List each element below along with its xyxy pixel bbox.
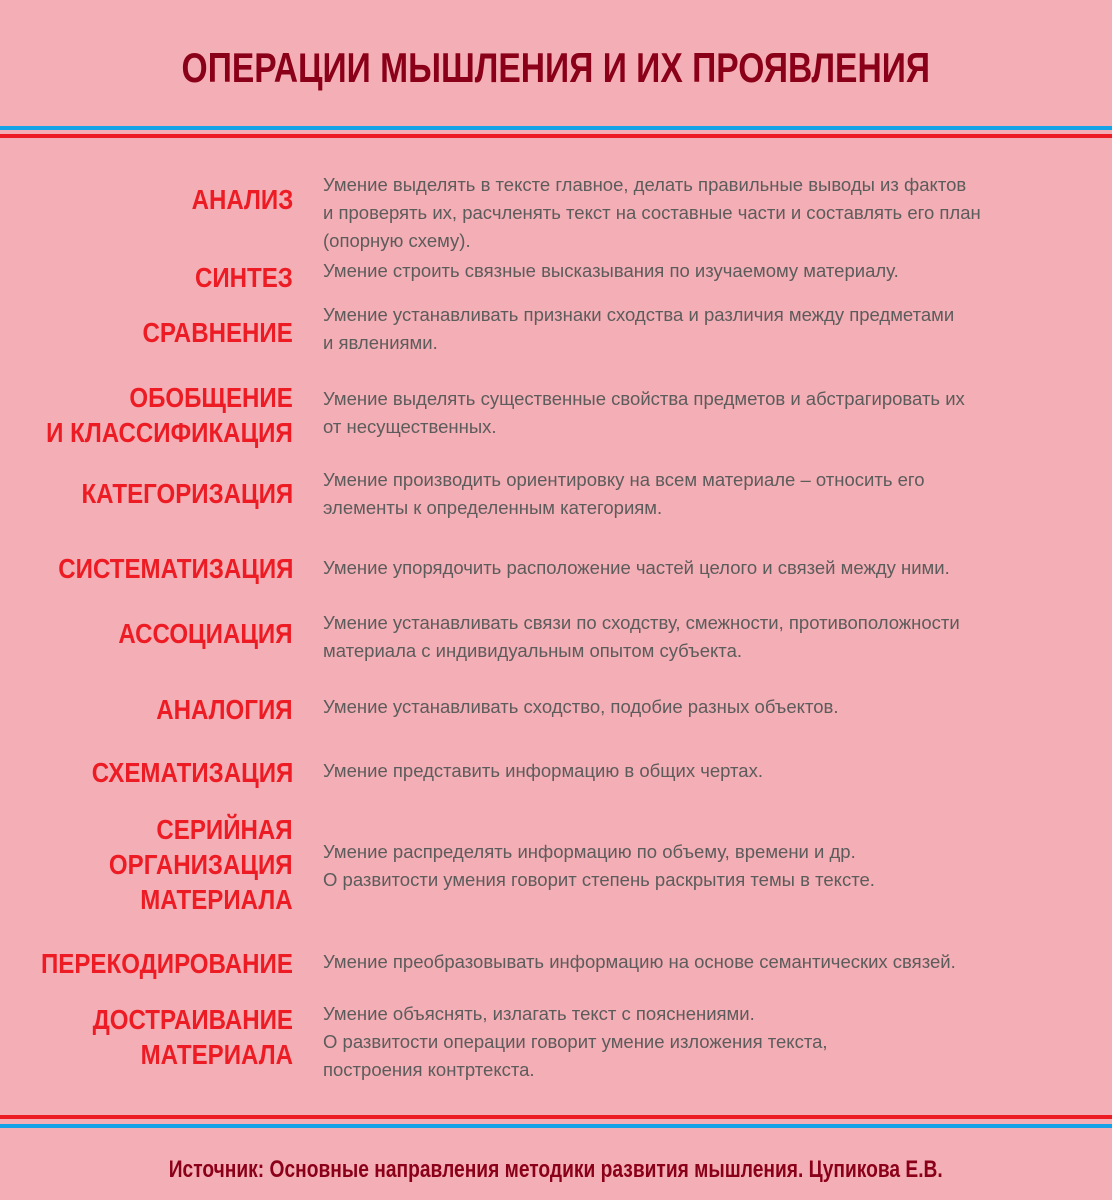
operation-term xyxy=(195,260,293,295)
term-line: ОРГАНИЗАЦИЯ xyxy=(109,849,293,880)
description-line: (опорную схему). xyxy=(323,230,471,251)
description-line: Умение объяснять, излагать текст с пояснениями. xyxy=(323,1003,755,1024)
source-citation xyxy=(0,1156,1112,1184)
operation-description xyxy=(323,609,960,665)
operation-description xyxy=(323,554,950,582)
operation-term xyxy=(143,315,293,350)
operation-description xyxy=(323,301,954,357)
term-line: ОБОБЩЕНИЕ xyxy=(129,382,293,413)
operation-term xyxy=(41,946,293,981)
operation-description xyxy=(323,257,899,285)
description-line: Умение устанавливать сходство, подобие разных объектов. xyxy=(323,696,839,717)
operation-term xyxy=(58,551,293,586)
term-line: АССОЦИАЦИЯ xyxy=(118,618,293,649)
description-line: Умение устанавливать признаки сходства и различия между предметами xyxy=(323,304,955,325)
description-line: Умение производить ориентировку на всем материале – относить его xyxy=(323,469,925,490)
description-line: и явлениями. xyxy=(323,332,438,353)
description-line: О развитости операции говорит умение изложения текста, xyxy=(323,1031,828,1052)
description-line: Умение устанавливать связи по сходству, смежности, противоположности xyxy=(323,612,960,633)
description-line: Умение упорядочить расположение частей целого и связей между ними. xyxy=(323,557,950,578)
description-line: Умение представить информацию в общих чертах. xyxy=(323,760,763,781)
term-line: СХЕМАТИЗАЦИЯ xyxy=(91,757,293,788)
operation-description xyxy=(323,948,956,976)
term-line: И КЛАССИФИКАЦИЯ xyxy=(46,417,293,448)
description-line: Умение выделять в тексте главное, делать правильные выводы из фактов xyxy=(323,174,967,195)
operation-term xyxy=(93,1002,293,1072)
operation-description xyxy=(323,693,838,721)
operation-term xyxy=(119,616,293,651)
operation-term xyxy=(46,380,293,450)
term-line: АНАЛОГИЯ xyxy=(156,694,293,725)
operation-description xyxy=(323,466,925,522)
bottom-blue-divider xyxy=(0,1124,1112,1128)
page-title xyxy=(0,44,1112,92)
operation-term xyxy=(81,476,293,511)
source-text: Источник: Основные направления методики развития мышления. Цупикова Е.В. xyxy=(168,1156,943,1183)
operation-description xyxy=(323,385,965,441)
term-line: КАТЕГОРИЗАЦИЯ xyxy=(81,478,293,509)
operation-description xyxy=(323,757,763,785)
description-line: и проверять их, расчленять текст на составные части и составлять его план xyxy=(323,202,981,223)
term-line: МАТЕРИАЛА xyxy=(140,884,293,915)
term-line: СЕРИЙНАЯ xyxy=(156,814,293,845)
operation-term xyxy=(91,755,293,790)
operation-term xyxy=(157,692,293,727)
page-title-text: ОПЕРАЦИИ МЫШЛЕНИЯ И ИХ ПРОЯВЛЕНИЯ xyxy=(181,44,931,91)
description-line: Умение строить связные высказывания по изучаемому материалу. xyxy=(323,260,899,281)
operation-description xyxy=(323,838,875,894)
term-line: МАТЕРИАЛА xyxy=(140,1039,293,1070)
term-line: ДОСТРАИВАНИЕ xyxy=(92,1004,293,1035)
description-line: элементы к определенным категориям. xyxy=(323,497,663,518)
description-line: Умение выделять существенные свойства предметов и абстрагировать их xyxy=(323,388,965,409)
description-line: Умение распределять информацию по объему, времени и др. xyxy=(323,841,856,862)
top-red-divider xyxy=(0,134,1112,138)
term-line: СРАВНЕНИЕ xyxy=(142,317,293,348)
term-line: СИСТЕМАТИЗАЦИЯ xyxy=(57,553,293,584)
top-blue-divider xyxy=(0,126,1112,130)
operation-description xyxy=(323,1000,828,1084)
description-line: Умение преобразовывать информацию на основе семантических связей. xyxy=(323,951,956,972)
term-line: АНАЛИЗ xyxy=(191,184,293,215)
description-line: О развитости умения говорит степень раскрытия темы в тексте. xyxy=(323,869,875,890)
operation-term xyxy=(191,182,293,217)
bottom-red-divider xyxy=(0,1115,1112,1119)
term-line: СИНТЕЗ xyxy=(195,262,293,293)
description-line: построения контртекста. xyxy=(323,1059,535,1080)
description-line: материала с индивидуальным опытом субъекта. xyxy=(323,640,743,661)
operation-description xyxy=(323,171,981,255)
description-line: от несущественных. xyxy=(323,416,497,437)
term-line: ПЕРЕКОДИРОВАНИЕ xyxy=(41,948,293,979)
operation-term xyxy=(109,812,293,917)
